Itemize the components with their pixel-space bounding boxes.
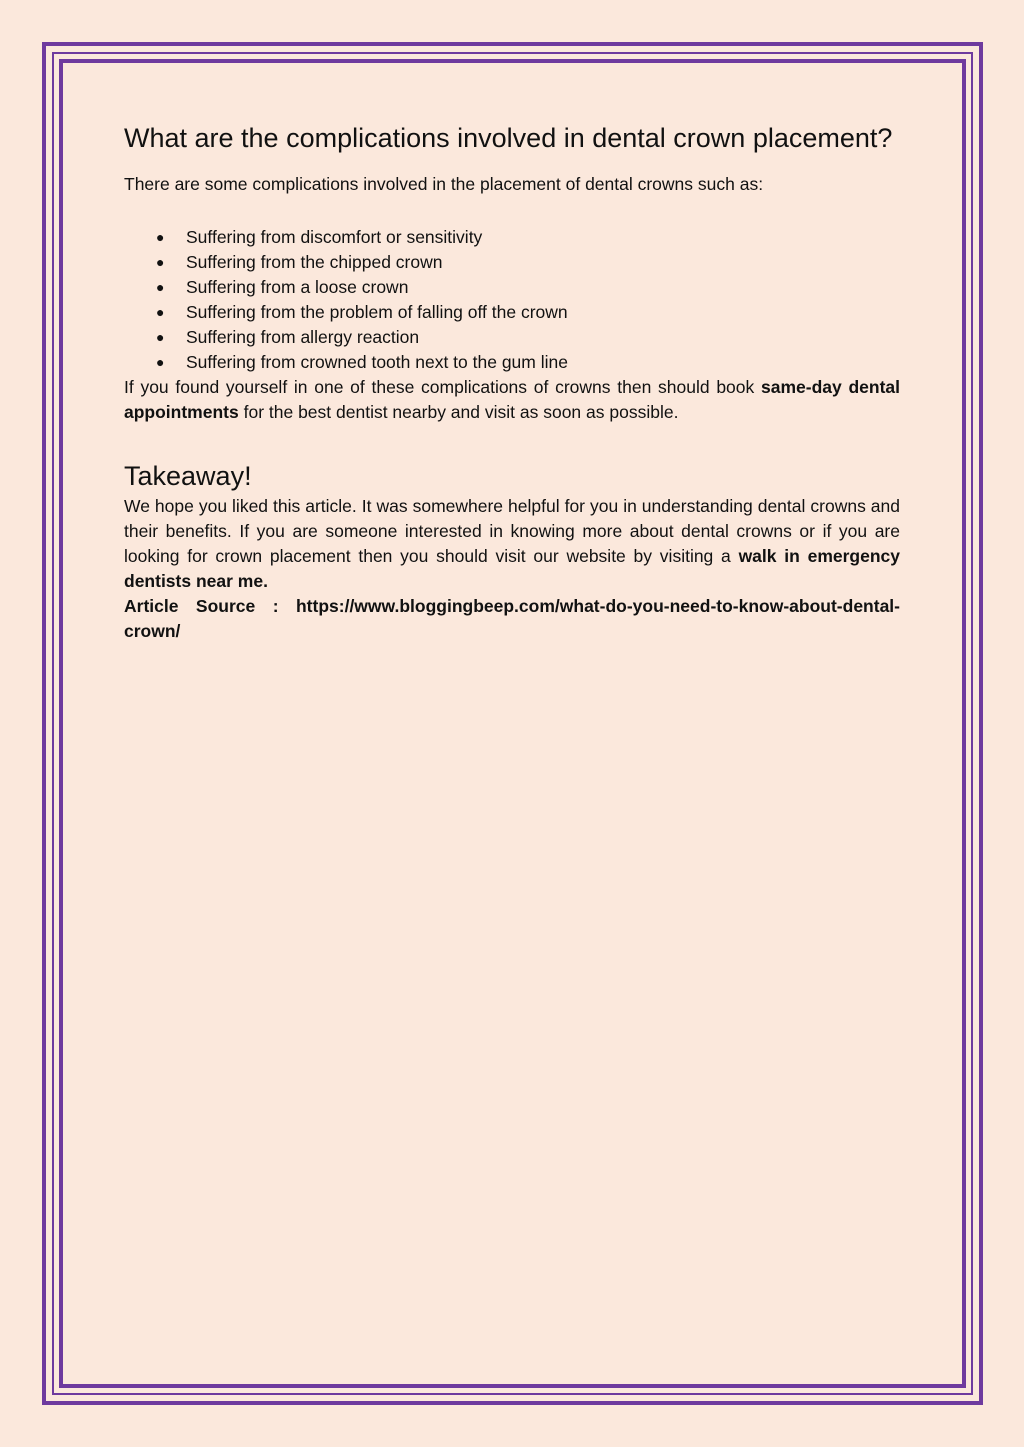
same-day-appointments-link[interactable]: same-day dental appointments	[124, 377, 901, 422]
bullet-icon: ●	[156, 354, 165, 370]
list-item: ● Suffering from allergy reaction	[124, 325, 900, 350]
list-item: ● Suffering from discomfort or sensitivity	[124, 225, 900, 250]
list-item: ● Suffering from crowned tooth next to the gum line	[124, 350, 900, 375]
list-item: ● Suffering from a loose crown	[124, 275, 900, 300]
bullet-icon: ●	[156, 254, 165, 270]
bullet-icon: ●	[156, 329, 165, 345]
article-source-label: Article Source :	[124, 596, 296, 616]
complications-heading: What are the complications involved in dental crown placement?	[124, 123, 893, 153]
takeaway-paragraph: We hope you liked this article. It was somewhere helpful for you in understanding dental crowns and their benefits. If you are someone interested in knowing more about dental crowns or if you are looking for crown placement then you should visit our website by visiting a walk in emergency dentists near me.	[124, 496, 900, 591]
bullet-icon: ●	[156, 279, 165, 295]
complications-list	[124, 225, 900, 375]
bullet-icon: ●	[156, 304, 165, 320]
article-source	[124, 594, 900, 644]
bullet-icon: ●	[156, 229, 165, 245]
complication-advice-paragraph: If you found yourself in one of these complications of crowns then should book same-day dental appointments for the best dentist nearby and visit as soon as possible.	[124, 377, 901, 422]
article-source-url[interactable]: https://www.bloggingbeep.com/what-do-you-need-to-know-about-dental-crown/	[124, 596, 900, 641]
article-content	[124, 120, 900, 644]
intro-paragraph: There are some complications involved in the placement of dental crowns such as:	[124, 174, 764, 194]
list-item: ● Suffering from the problem of falling off the crown	[124, 300, 900, 325]
list-item: ● Suffering from the chipped crown	[124, 250, 900, 275]
takeaway-heading: Takeaway!	[124, 461, 252, 491]
emergency-dentists-link[interactable]: walk in emergency dentists near me.	[124, 546, 900, 591]
